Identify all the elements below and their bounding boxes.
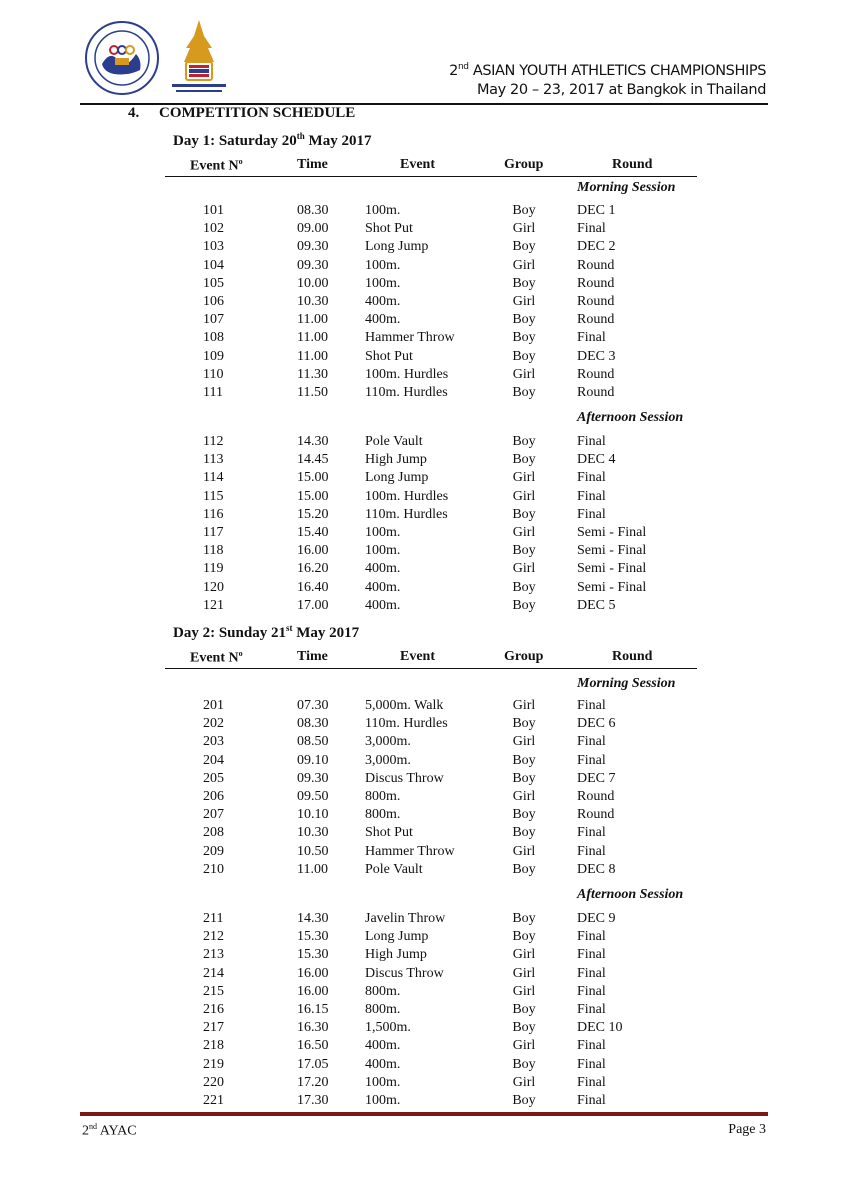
table-row bbox=[0, 771, 848, 789]
event-number: 111 bbox=[203, 385, 223, 400]
event-group: Boy bbox=[512, 579, 536, 595]
event-round: Final bbox=[577, 843, 606, 859]
table-row bbox=[0, 1002, 848, 1020]
event-group: Boy bbox=[512, 385, 536, 400]
event-name: 100m. Hurdles bbox=[365, 366, 449, 382]
header-title-line1: 2nd ASIAN YOUTH ATHLETICS CHAMPIONSHIPS bbox=[449, 62, 766, 79]
event-time: 16.20 bbox=[297, 561, 329, 577]
event-time: 09.30 bbox=[297, 257, 329, 273]
col-event: Event bbox=[400, 157, 435, 172]
event-group: Boy bbox=[512, 1020, 536, 1036]
table-row bbox=[0, 966, 848, 984]
event-name: Discus Throw bbox=[365, 770, 444, 786]
event-number: 121 bbox=[203, 597, 224, 613]
event-time: 16.15 bbox=[297, 1002, 329, 1017]
event-group: Girl bbox=[512, 257, 536, 273]
event-name: 100m. bbox=[365, 543, 401, 559]
event-time: 11.50 bbox=[297, 385, 328, 400]
event-group: Girl bbox=[512, 1038, 536, 1054]
event-number: 116 bbox=[203, 506, 224, 522]
event-number: 209 bbox=[203, 843, 224, 859]
event-number: 115 bbox=[203, 488, 224, 504]
event-round: Semi - Final bbox=[577, 525, 647, 540]
table-row bbox=[0, 984, 848, 1002]
event-round: DEC 7 bbox=[577, 770, 616, 786]
event-group: Boy bbox=[512, 543, 536, 559]
table-row bbox=[0, 734, 848, 752]
event-name: 800m. bbox=[365, 789, 401, 804]
event-round: Final bbox=[577, 221, 606, 237]
table-row bbox=[0, 598, 848, 616]
event-round: DEC 8 bbox=[577, 861, 616, 877]
day2-morning-session-label: Morning Session bbox=[577, 676, 676, 691]
event-time: 09.30 bbox=[297, 770, 329, 786]
event-time: 16.00 bbox=[297, 983, 329, 999]
event-number: 218 bbox=[203, 1038, 224, 1054]
event-group: Girl bbox=[512, 983, 536, 999]
table-row bbox=[0, 276, 848, 294]
event-time: 11.30 bbox=[297, 366, 328, 382]
table-row bbox=[0, 1075, 848, 1093]
table-row bbox=[0, 294, 848, 312]
event-name: 3,000m. bbox=[365, 752, 411, 768]
day1-title: Day 1: Saturday 20th May 2017 bbox=[173, 131, 372, 149]
table-row bbox=[0, 525, 848, 543]
event-round: Final bbox=[577, 470, 606, 486]
event-number: 221 bbox=[203, 1093, 224, 1108]
table-row bbox=[0, 203, 848, 221]
event-time: 07.30 bbox=[297, 698, 329, 713]
event-round: DEC 6 bbox=[577, 716, 616, 732]
event-time: 17.30 bbox=[297, 1093, 329, 1108]
event-round: Final bbox=[577, 752, 606, 768]
event-time: 08.30 bbox=[297, 716, 329, 732]
event-name: 110m. Hurdles bbox=[365, 716, 448, 732]
event-time: 15.20 bbox=[297, 506, 329, 522]
event-group: Girl bbox=[512, 470, 536, 486]
table-row bbox=[0, 489, 848, 507]
event-group: Boy bbox=[512, 861, 536, 877]
event-number: 104 bbox=[203, 257, 224, 273]
event-group: Girl bbox=[512, 947, 536, 963]
event-number: 219 bbox=[203, 1056, 224, 1072]
event-time: 09.30 bbox=[297, 239, 329, 255]
event-number: 106 bbox=[203, 294, 224, 309]
day1-table-header bbox=[165, 154, 697, 177]
event-round: Final bbox=[577, 965, 606, 981]
event-time: 11.00 bbox=[297, 348, 328, 364]
table-row bbox=[0, 385, 848, 403]
col-round: Round bbox=[612, 157, 653, 172]
event-time: 10.00 bbox=[297, 275, 329, 291]
event-round: Final bbox=[577, 1002, 606, 1017]
table-row bbox=[0, 807, 848, 825]
event-time: 10.30 bbox=[297, 294, 329, 309]
event-number: 114 bbox=[203, 470, 224, 486]
event-time: 14.45 bbox=[297, 452, 329, 468]
table-row bbox=[0, 367, 848, 385]
event-number: 120 bbox=[203, 579, 224, 595]
event-group: Boy bbox=[512, 275, 536, 291]
event-round: Final bbox=[577, 1038, 606, 1054]
table-row bbox=[0, 239, 848, 257]
event-group: Boy bbox=[512, 1056, 536, 1072]
event-time: 14.30 bbox=[297, 911, 329, 926]
section-title: 4. COMPETITION SCHEDULE bbox=[128, 105, 356, 121]
day2-table-header bbox=[165, 646, 697, 669]
event-name: 100m. bbox=[365, 525, 401, 540]
event-name: Pole Vault bbox=[365, 861, 423, 877]
event-group: Girl bbox=[512, 1074, 536, 1090]
event-group: Boy bbox=[512, 434, 536, 449]
event-group: Girl bbox=[512, 221, 536, 237]
event-round: Final bbox=[577, 1056, 606, 1072]
event-round: Round bbox=[577, 807, 615, 823]
table-row bbox=[0, 452, 848, 470]
event-time: 10.10 bbox=[297, 807, 329, 823]
event-time: 16.30 bbox=[297, 1020, 329, 1036]
event-time: 11.00 bbox=[297, 312, 328, 328]
table-row bbox=[0, 1057, 848, 1075]
event-name: 400m. bbox=[365, 312, 401, 328]
event-number: 202 bbox=[203, 716, 224, 732]
event-name: 100m. bbox=[365, 275, 401, 291]
event-name: Hammer Throw bbox=[365, 843, 455, 859]
page-number: Page 3 bbox=[728, 1122, 766, 1137]
event-number: 112 bbox=[203, 434, 224, 449]
event-name: 110m. Hurdles bbox=[365, 385, 448, 400]
event-name: Javelin Throw bbox=[365, 911, 446, 926]
event-name: Discus Throw bbox=[365, 965, 444, 981]
event-round: Final bbox=[577, 734, 606, 750]
event-group: Boy bbox=[512, 1002, 536, 1017]
table-row bbox=[0, 349, 848, 367]
event-round: Round bbox=[577, 275, 615, 291]
footer-left: 2nd AYAC bbox=[82, 1122, 137, 1139]
col-time: Time bbox=[297, 649, 328, 664]
event-name: 400m. bbox=[365, 1056, 401, 1072]
table-row bbox=[0, 330, 848, 348]
event-number: 119 bbox=[203, 561, 224, 577]
event-number: 204 bbox=[203, 752, 224, 768]
event-round: Round bbox=[577, 312, 615, 328]
event-group: Boy bbox=[512, 203, 536, 218]
event-round: Final bbox=[577, 506, 606, 522]
event-time: 15.40 bbox=[297, 525, 329, 540]
thai-athletics-logo bbox=[168, 18, 230, 102]
table-row bbox=[0, 580, 848, 598]
event-group: Boy bbox=[512, 752, 536, 768]
event-round: Semi - Final bbox=[577, 561, 647, 577]
event-group: Boy bbox=[512, 348, 536, 364]
event-round: DEC 9 bbox=[577, 911, 616, 926]
col-event-no: Event $N^o$ bbox=[190, 649, 243, 666]
event-number: 213 bbox=[203, 947, 224, 963]
event-time: 16.50 bbox=[297, 1038, 329, 1054]
event-round: DEC 3 bbox=[577, 348, 616, 364]
event-time: 11.00 bbox=[297, 861, 328, 877]
table-row bbox=[0, 543, 848, 561]
event-number: 110 bbox=[203, 366, 224, 382]
event-name: High Jump bbox=[365, 452, 427, 468]
event-number: 101 bbox=[203, 203, 224, 218]
event-number: 205 bbox=[203, 770, 224, 786]
table-row bbox=[0, 947, 848, 965]
event-number: 211 bbox=[203, 911, 224, 926]
event-name: Long Jump bbox=[365, 239, 429, 255]
event-group: Boy bbox=[512, 770, 536, 786]
event-number: 217 bbox=[203, 1020, 224, 1036]
event-time: 15.30 bbox=[297, 947, 329, 963]
table-row bbox=[0, 1093, 848, 1111]
event-round: Final bbox=[577, 983, 606, 999]
event-round: DEC 1 bbox=[577, 203, 616, 218]
event-number: 210 bbox=[203, 861, 224, 877]
event-group: Girl bbox=[512, 561, 536, 577]
event-group: Boy bbox=[512, 597, 536, 613]
event-round: Final bbox=[577, 1074, 606, 1090]
event-number: 208 bbox=[203, 825, 224, 841]
table-row bbox=[0, 561, 848, 579]
event-number: 102 bbox=[203, 221, 224, 237]
event-time: 10.50 bbox=[297, 843, 329, 859]
event-time: 10.30 bbox=[297, 825, 329, 841]
table-row bbox=[0, 312, 848, 330]
event-number: 118 bbox=[203, 543, 224, 559]
event-time: 17.05 bbox=[297, 1056, 329, 1072]
event-time: 08.30 bbox=[297, 203, 329, 218]
event-name: Shot Put bbox=[365, 825, 413, 841]
event-round: Final bbox=[577, 330, 606, 346]
event-group: Girl bbox=[512, 294, 536, 309]
event-number: 109 bbox=[203, 348, 224, 364]
event-name: 100m. bbox=[365, 203, 401, 218]
event-round: Final bbox=[577, 698, 606, 713]
asian-athletics-association-logo bbox=[84, 20, 160, 96]
table-row bbox=[0, 911, 848, 929]
event-name: 400m. bbox=[365, 579, 401, 595]
event-number: 203 bbox=[203, 734, 224, 750]
table-row bbox=[0, 507, 848, 525]
event-number: 107 bbox=[203, 312, 224, 328]
event-round: Round bbox=[577, 366, 615, 382]
col-group: Group bbox=[504, 649, 544, 664]
event-time: 16.00 bbox=[297, 965, 329, 981]
event-round: Final bbox=[577, 825, 606, 841]
event-time: 15.00 bbox=[297, 470, 329, 486]
event-group: Girl bbox=[512, 698, 536, 713]
event-time: 09.50 bbox=[297, 789, 329, 804]
event-group: Boy bbox=[512, 1093, 536, 1108]
col-event: Event bbox=[400, 649, 435, 664]
event-group: Boy bbox=[512, 330, 536, 346]
event-group: Boy bbox=[512, 929, 536, 945]
event-group: Girl bbox=[512, 734, 536, 750]
event-name: Long Jump bbox=[365, 470, 429, 486]
table-row bbox=[0, 1038, 848, 1056]
event-number: 103 bbox=[203, 239, 224, 255]
event-group: Boy bbox=[512, 716, 536, 732]
event-time: 16.00 bbox=[297, 543, 329, 559]
event-round: DEC 4 bbox=[577, 452, 616, 468]
event-time: 15.00 bbox=[297, 488, 329, 504]
table-row bbox=[0, 434, 848, 452]
event-name: 110m. Hurdles bbox=[365, 506, 448, 522]
event-round: Round bbox=[577, 294, 615, 309]
header-title-line2: May 20 – 23, 2017 at Bangkok in Thailand bbox=[477, 81, 766, 98]
event-round: DEC 2 bbox=[577, 239, 616, 255]
event-group: Boy bbox=[512, 452, 536, 468]
event-name: 400m. bbox=[365, 294, 401, 309]
event-group: Boy bbox=[512, 506, 536, 522]
event-name: 400m. bbox=[365, 597, 401, 613]
event-name: 100m. bbox=[365, 1074, 401, 1090]
event-number: 207 bbox=[203, 807, 224, 823]
event-name: 3,000m. bbox=[365, 734, 411, 750]
event-round: Round bbox=[577, 257, 615, 273]
event-name: Hammer Throw bbox=[365, 330, 455, 346]
event-name: 400m. bbox=[365, 1038, 401, 1054]
table-row bbox=[0, 1020, 848, 1038]
event-name: Pole Vault bbox=[365, 434, 423, 449]
event-number: 201 bbox=[203, 698, 224, 713]
table-row bbox=[0, 929, 848, 947]
event-group: Boy bbox=[512, 312, 536, 328]
event-group: Boy bbox=[512, 239, 536, 255]
table-row bbox=[0, 789, 848, 807]
event-name: 1,500m. bbox=[365, 1020, 411, 1036]
event-number: 215 bbox=[203, 983, 224, 999]
event-number: 117 bbox=[203, 525, 224, 540]
table-row bbox=[0, 470, 848, 488]
event-round: Final bbox=[577, 929, 606, 945]
table-row bbox=[0, 258, 848, 276]
event-round: DEC 10 bbox=[577, 1020, 623, 1036]
event-name: 800m. bbox=[365, 983, 401, 999]
event-group: Girl bbox=[512, 965, 536, 981]
event-round: Final bbox=[577, 488, 606, 504]
day1-morning-session-label: Morning Session bbox=[577, 180, 676, 195]
col-group: Group bbox=[504, 157, 544, 172]
event-round: Final bbox=[577, 1093, 606, 1108]
event-name: High Jump bbox=[365, 947, 427, 963]
event-group: Girl bbox=[512, 789, 536, 804]
event-round: Semi - Final bbox=[577, 579, 647, 595]
event-time: 14.30 bbox=[297, 434, 329, 449]
table-row bbox=[0, 844, 848, 862]
table-row bbox=[0, 862, 848, 880]
event-name: Shot Put bbox=[365, 348, 413, 364]
event-time: 08.50 bbox=[297, 734, 329, 750]
event-number: 212 bbox=[203, 929, 224, 945]
col-event-no: Event $N^o$ bbox=[190, 157, 243, 174]
event-group: Girl bbox=[512, 525, 536, 540]
event-number: 214 bbox=[203, 965, 224, 981]
day2-title: Day 2: Sunday 21st May 2017 bbox=[173, 623, 360, 641]
event-group: Girl bbox=[512, 488, 536, 504]
table-row bbox=[0, 221, 848, 239]
day1-afternoon-session-label: Afternoon Session bbox=[577, 410, 684, 425]
event-group: Boy bbox=[512, 825, 536, 841]
col-round: Round bbox=[612, 649, 653, 664]
event-round: Final bbox=[577, 947, 606, 963]
event-name: 100m. Hurdles bbox=[365, 488, 449, 504]
event-name: 5,000m. Walk bbox=[365, 698, 444, 713]
event-time: 15.30 bbox=[297, 929, 329, 945]
event-round: Round bbox=[577, 385, 615, 400]
event-number: 206 bbox=[203, 789, 224, 804]
event-number: 108 bbox=[203, 330, 224, 346]
event-number: 216 bbox=[203, 1002, 224, 1017]
table-row bbox=[0, 825, 848, 843]
event-group: Girl bbox=[512, 366, 536, 382]
event-name: Shot Put bbox=[365, 221, 413, 237]
event-name: Long Jump bbox=[365, 929, 429, 945]
event-time: 17.00 bbox=[297, 597, 329, 613]
event-number: 220 bbox=[203, 1074, 224, 1090]
footer-rule bbox=[80, 1112, 768, 1116]
event-group: Boy bbox=[512, 807, 536, 823]
table-row bbox=[0, 698, 848, 716]
event-round: Round bbox=[577, 789, 615, 804]
event-time: 09.10 bbox=[297, 752, 329, 768]
event-time: 09.00 bbox=[297, 221, 329, 237]
event-name: 800m. bbox=[365, 1002, 401, 1017]
event-group: Girl bbox=[512, 843, 536, 859]
col-time: Time bbox=[297, 157, 328, 172]
event-number: 113 bbox=[203, 452, 224, 468]
day2-afternoon-session-label: Afternoon Session bbox=[577, 887, 684, 902]
table-row bbox=[0, 716, 848, 734]
event-round: DEC 5 bbox=[577, 597, 616, 613]
table-row bbox=[0, 753, 848, 771]
event-name: 100m. bbox=[365, 257, 401, 273]
event-name: 100m. bbox=[365, 1093, 401, 1108]
event-group: Boy bbox=[512, 911, 536, 926]
event-time: 16.40 bbox=[297, 579, 329, 595]
event-name: 800m. bbox=[365, 807, 401, 823]
event-number: 105 bbox=[203, 275, 224, 291]
event-round: Final bbox=[577, 434, 606, 449]
event-time: 17.20 bbox=[297, 1074, 329, 1090]
event-time: 11.00 bbox=[297, 330, 328, 346]
event-round: Semi - Final bbox=[577, 543, 647, 559]
event-name: 400m. bbox=[365, 561, 401, 577]
header-title bbox=[449, 58, 766, 100]
